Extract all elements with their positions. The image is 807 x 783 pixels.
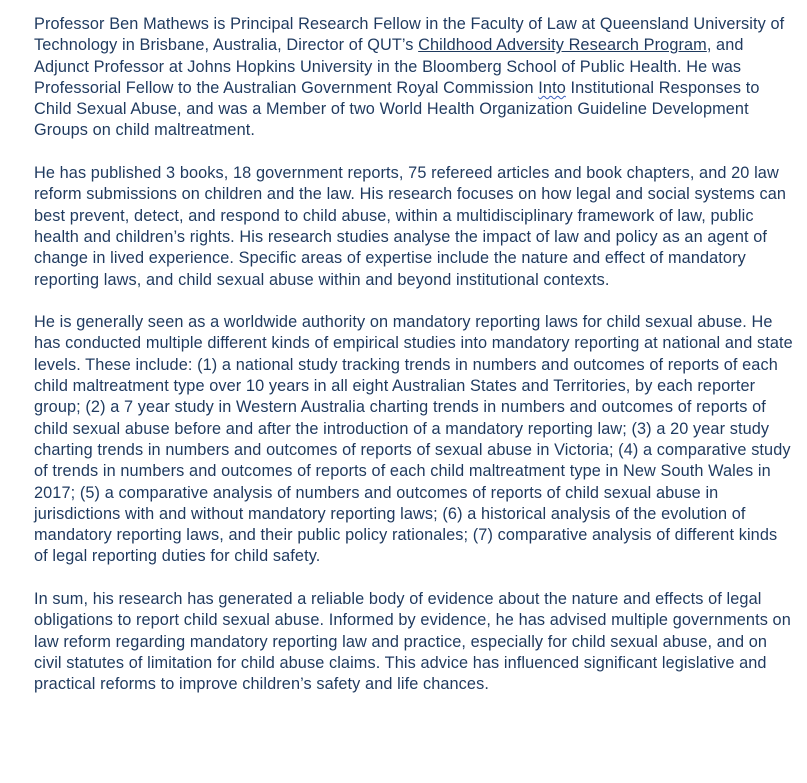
childhood-adversity-link[interactable]: Childhood Adversity Research Program bbox=[418, 36, 707, 55]
intro-text-3: Institutional Responses to Child Sexual Abuse, and was a Member of two World Health Organization Guideline Development Groups on child maltreatment. bbox=[34, 78, 760, 140]
paragraph-publications: He has published 3 books, 18 government reports, 75 refereed articles and book chapters, and 20 law reform submissions on children and the law. His research focuses on how legal and social systems can best prevent, detect, and respond to child abuse, within a multidisciplinary framework of law, public health and children’s rights. His research studies analyse the impact of law and policy as an agent of change in lived experience. Specific areas of expertise include the nature and effect of mandatory reporting laws, and child sexual abuse within and beyond institutional contexts. bbox=[34, 164, 787, 289]
spellcheck-flagged-word[interactable]: Into bbox=[538, 78, 566, 97]
document-body bbox=[34, 14, 794, 717]
paragraph-summary: In sum, his research has generated a reliable body of evidence about the nature and effects of legal obligations to report child sexual abuse. Informed by evidence, he has advised multiple governments on law reform regarding mandatory reporting law and practice, especially for child sexual abuse, and on civil statutes of limitation for child abuse claims. This advice has influenced significant legislative and practical reforms to improve children’s safety and life chances. bbox=[34, 590, 791, 694]
intro-text-2: , and Adjunct Professor at Johns Hopkins University in the Bloomberg School of Public Health. He was Professorial Fellow to the Australian Government Royal Commission bbox=[34, 36, 744, 97]
paragraph-intro bbox=[34, 14, 794, 142]
paragraph-mandatory-reporting: He is generally seen as a worldwide authority on mandatory reporting laws for child sexual abuse. He has conducted multiple different kinds of empirical studies into mandatory reporting at national and state levels. These include: (1) a national study tracking trends in numbers and outcomes of reports of each child maltreatment type over 10 years in all eight Australian States and Territories, by each reporter group; (2) a 7 year study in Western Australia charting trends in numbers and outcomes of reports of child sexual abuse before and after the introduction of a mandatory reporting law; (3) a 20 year study charting trends in numbers and outcomes of reports of sexual abuse in Victoria; (4) a comparative study of trends in numbers and outcomes of reports of each child maltreatment type in New South Wales in 2017; (5) a comparative analysis of numbers and outcomes of reports of child sexual abuse in jurisdictions with and without mandatory reporting laws; (6) a historical analysis of the evolution of mandatory reporting laws, and their public policy rationales; (7) comparative analysis of different kinds of legal reporting duties for child safety. bbox=[34, 313, 793, 566]
intro-text-1: Professor Ben Mathews is Principal Research Fellow in the Faculty of Law at Queensland University of Technology in Brisbane, Australia, Director of QUT’s bbox=[34, 15, 785, 55]
